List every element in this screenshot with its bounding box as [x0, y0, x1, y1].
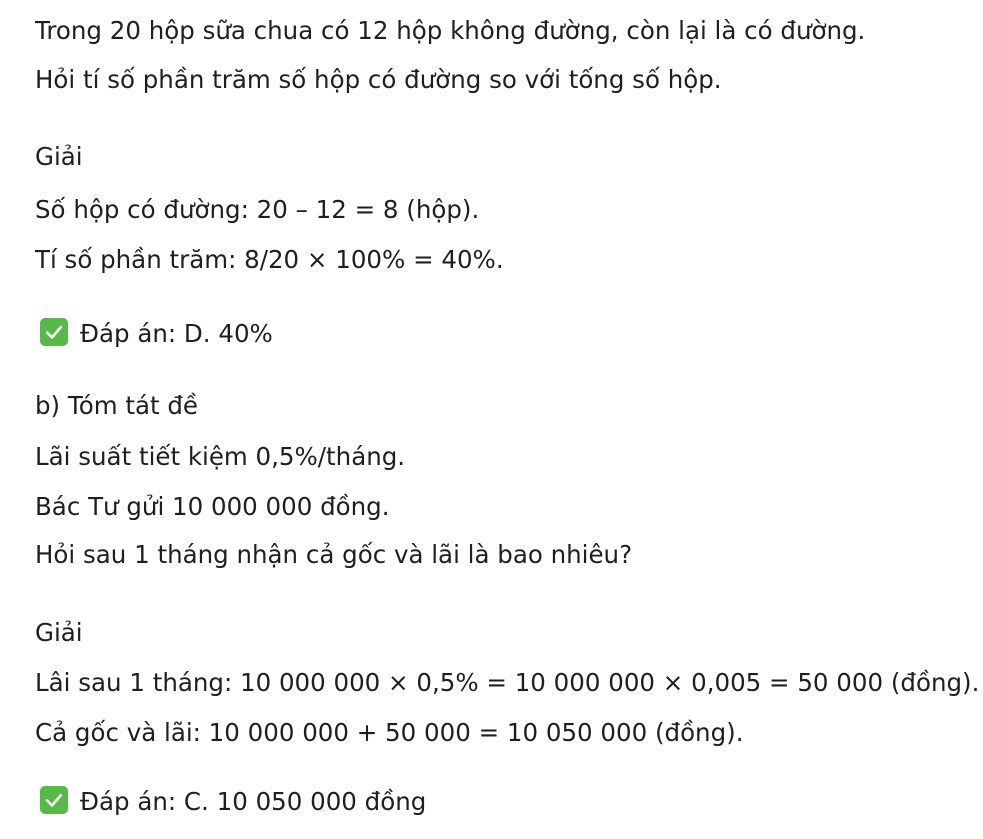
problem-a-answer — [40, 317, 273, 351]
problem-a-step1: Số hộp có đường: 20 – 12 = 8 (hộp). — [35, 195, 480, 224]
problem-b-step2: Cả gốc và lãi: 10 000 000 + 50 000 = 10 050 000 (đồng). — [35, 718, 744, 747]
problem-a-statement-line2: Hỏi tí số phần trăm số hộp có đường so với tống số hộp. — [35, 65, 722, 94]
problem-b-heading: b) Tóm tát đề — [35, 391, 198, 420]
problem-a-step2: Tí số phần trăm: 8/20 × 100% = 40%. — [35, 245, 504, 274]
problem-a-statement-line1: Trong 20 hộp sữa chua có 12 hộp không đường, còn lại là có đường. — [35, 16, 866, 45]
problem-b-question: Hỏi sau 1 tháng nhận cả gốc và lãi là bao nhiêu? — [35, 540, 633, 569]
problem-a-solution-heading: Giải — [35, 142, 83, 171]
problem-b-answer-text: Đáp án: C. 10 050 000 đồng — [80, 787, 427, 816]
problem-a-answer-text: Đáp án: D. 40% — [80, 319, 273, 348]
check-mark-icon — [40, 786, 68, 814]
problem-b-answer — [40, 785, 426, 819]
problem-b-given1: Lãi suất tiết kiệm 0,5%/tháng. — [35, 442, 406, 471]
problem-b-step1: Lâi sau 1 tháng: 10 000 000 × 0,5% = 10 000 000 × 0,005 = 50 000 (đồng). — [35, 668, 980, 697]
problem-b-given2: Bác Tư gửi 10 000 000 đồng. — [35, 492, 390, 521]
problem-b-solution-heading: Giải — [35, 618, 83, 647]
check-mark-icon — [40, 318, 68, 346]
